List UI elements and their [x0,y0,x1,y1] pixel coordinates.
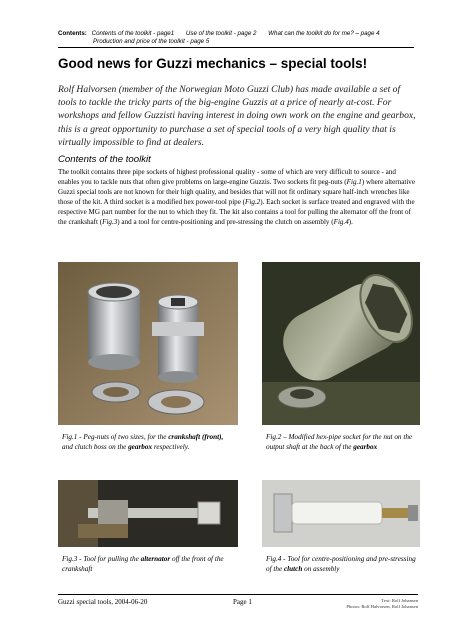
nav-link-production[interactable]: Production and price of the toolkit - page 5 [93,38,210,45]
body-text: ). Each socket is surface treated and engraved with the respective MG part number for the nut to which they fit. The kit also contains a tool for pulling the alternator off the front of the crankshaft ( [58,198,415,227]
body-paragraph [58,167,418,228]
figure-3-photo [58,480,238,547]
figure-4-photo [262,480,420,547]
footer-doc-title: Guzzi special tools, 2004-06-20 [58,598,148,606]
fig-ref: Fig.4 [333,218,349,227]
intro-paragraph: Rolf Halvorsen (member of the Norwegian Moto Guzzi Club) has made available a set of tools to tackle the tricky parts of the big-engine Guzzis at a price of nearly at-cost. For workshops and fellow Guzzisti having interest in doing own work on the engine and gearbox, this is a great opportunity to purchase a set of special tools of a very high quality that is virtually impossible to find at dealers. [58,84,416,148]
figure-1-caption: Fig.1 - Peg-nuts of two sizes, for the crankshaft (front), and clutch boss on the gearbox respectively. [62,433,224,451]
credit-photos: Photos: Rolf Halvorsen, Rolf Johansen [346,603,418,609]
contents-nav [58,30,414,48]
figure-3-caption: Fig.3 - Tool for pulling the alternator off the front of the crankshaft [62,555,224,573]
figure-2-caption: Fig.2 – Modified hex-pipe socket for the nut on the output shaft at the back of the gearbox [266,433,413,451]
body-text: ) and a tool for centre-positioning and pre-stressing the clutch on assembly ( [117,218,334,227]
page-number: Page 1 [233,598,252,606]
footer-credits [346,598,418,609]
body-text: ). [348,218,353,227]
nav-link-use[interactable]: Use of the toolkit - page 2 [185,30,257,37]
page-footer [58,594,418,609]
nav-link-what-can[interactable]: What can the toolkit do for me? – page 4 [268,30,380,37]
body-text: The toolkit contains three pipe sockets of highest professional quality - some of which are very difficult to source - and enables you to tackle nuts that often give problems on large-engine Guzzis. Two sockets fit peg-nuts ( [58,168,396,187]
fig-ref: Fig.3 [102,218,118,227]
figure-1-photo [58,262,238,425]
page-title: Good news for Guzzi mechanics – special tools! [58,56,368,71]
figure-4-caption: Fig.4 - Tool for centre-positioning and pre-stressing of the clutch on assembly [266,555,416,573]
body-text: ) where alternative Guzzi special tools are not known for their high quality, and besides that will not fit ordinary square half-inch wrenches like those of the kit. A third socket is a modified hex power-tool pipe ( [58,178,415,207]
alternator-puller-image [58,480,238,547]
section-heading: Contents of the toolkit [58,154,151,165]
nav-link-contents[interactable]: Contents of the toolkit - page1 [91,30,175,37]
hex-socket-image [262,262,420,425]
credit-text: Text: Rolf Johansen [381,598,418,603]
contents-label: Contents: [58,30,87,37]
fig-ref: Fig.2 [245,198,261,207]
figure-2-photo [262,262,420,425]
pipe-sockets-image [58,262,238,425]
clutch-tool-image [262,480,420,547]
fig-ref: Fig.1 [346,178,362,187]
